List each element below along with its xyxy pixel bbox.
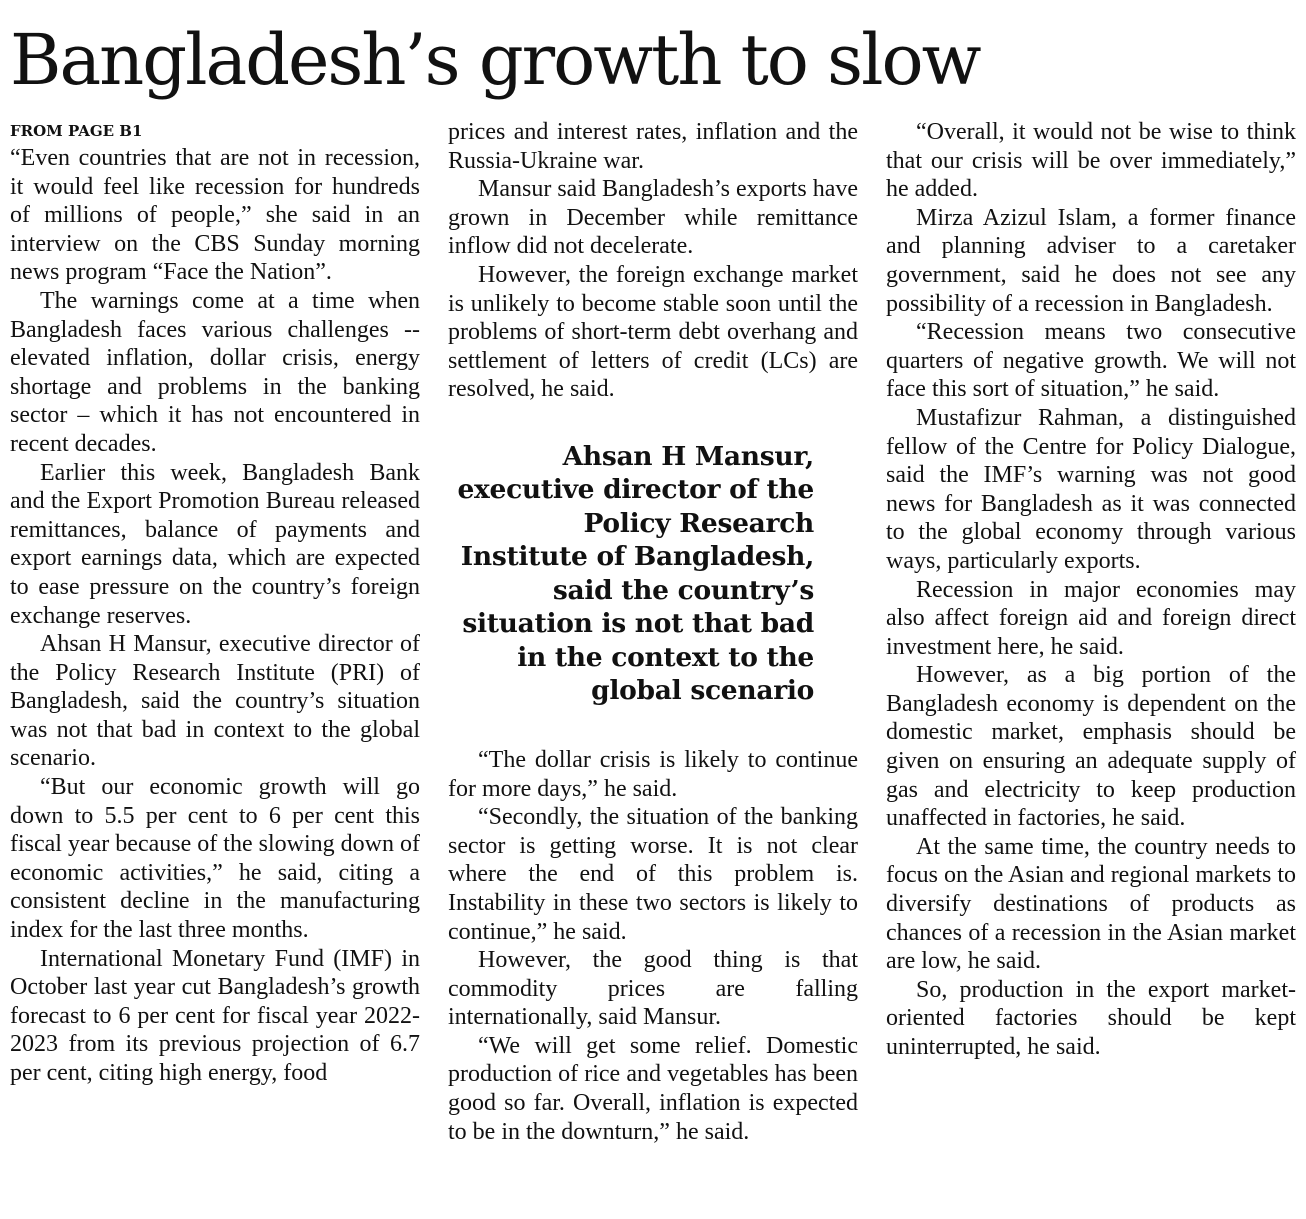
headline: Bangladesh’s growth to slow — [10, 19, 980, 101]
paragraph: Earlier this week, Bangladesh Bank and the Export Promotion Bureau released remittances, balance of payments and export earnings data, which are expected to ease pressure on the country’s foreign exchange reserves. — [10, 459, 420, 629]
paragraph: “The dollar crisis is likely to continue for more days,” he said. — [448, 746, 858, 802]
paragraph: Mirza Azizul Islam, a former finance and planning adviser to a caretaker government, said he does not see any possibility of a recession in Bangladesh. — [886, 204, 1296, 317]
paragraph: Ahsan H Mansur, executive director of the Policy Research Institute (PRI) of Bangladesh, said the country’s situation was not that bad in context to the global scenario. — [10, 631, 420, 772]
paragraph: International Monetary Fund (IMF) in October last year cut Bangladesh’s growth forecast to 6 per cent for fiscal year 2022-2023 from its previous projection of 6.7 per cent, citing high energy, food — [10, 945, 420, 1086]
paragraph: Recession in major economies may also affect foreign aid and foreign direct investment here, he said. — [886, 576, 1296, 660]
paragraph: Mansur said Bangladesh’s exports have grown in December while remittance inflow did not decelerate. — [448, 176, 858, 260]
paragraph: At the same time, the country needs to focus on the Asian and regional markets to diversify destinations of products as chances of a recession in the Asian market are low, he said. — [886, 833, 1296, 975]
pull-quote: Ahsan H Mansur, executive director of the Policy Research Institute of Bangladesh, said the country’s situation is not that bad in the context to the global scenario — [457, 440, 814, 707]
article-column-2 — [448, 118, 858, 1146]
continuation-kicker: FROM PAGE B1 — [10, 122, 143, 140]
paragraph: “Even countries that are not in recession, it would feel like recession for hundreds of millions of people,” she said in an interview on the CBS Sunday morning news program “Face the Nation”. — [10, 145, 420, 286]
paragraph: “Secondly, the situation of the banking sector is getting worse. It is not clear where the end of this problem is. Instability in these two sectors is likely to continue,” he said. — [448, 804, 858, 945]
paragraph: Mustafizur Rahman, a distinguished fellow of the Centre for Policy Dialogue, said the IMF’s warning was not good news for Bangladesh as it was connected to the global economy through various ways, particularly exports. — [886, 404, 1296, 574]
paragraph: “But our economic growth will go down to 5.5 per cent to 6 per cent this fiscal year because of the slowing down of economic activities,” he said, citing a consistent decline in the manufacturing index for the last three months. — [10, 774, 420, 944]
paragraph: The warnings come at a time when Bangladesh faces various challenges -- elevated inflation, dollar crisis, energy shortage and problems in the banking sector – which it has not encountered in recent decades. — [10, 287, 420, 457]
paragraph: “Recession means two consecutive quarters of negative growth. We will not face this sort of situation,” he said. — [886, 319, 1296, 403]
paragraph: So, production in the export market-oriented factories should be kept uninterrupted, he said. — [886, 976, 1296, 1060]
paragraph: However, the good thing is that commodity prices are falling internationally, said Mansur. — [448, 947, 858, 1031]
article-column-3 — [886, 118, 1296, 1062]
paragraph: However, the foreign exchange market is unlikely to become stable soon until the problems of short-term debt overhang and settlement of letters of credit (LCs) are resolved, he said. — [448, 261, 858, 403]
paragraph: “We will get some relief. Domestic production of rice and vegetables has been good so far. Overall, inflation is expected to be in the downturn,” he said. — [448, 1032, 858, 1145]
paragraph: “Overall, it would not be wise to think that our crisis will be over immediately,” he added. — [886, 119, 1296, 203]
paragraph: prices and interest rates, inflation and the Russia-Ukraine war. — [448, 119, 858, 174]
article-column-1 — [10, 118, 420, 1088]
paragraph: However, as a big portion of the Bangladesh economy is dependent on the domestic market, emphasis should be given on ensuring an adequate supply of gas and electricity to keep production unaffected in factories, he said. — [886, 662, 1296, 832]
